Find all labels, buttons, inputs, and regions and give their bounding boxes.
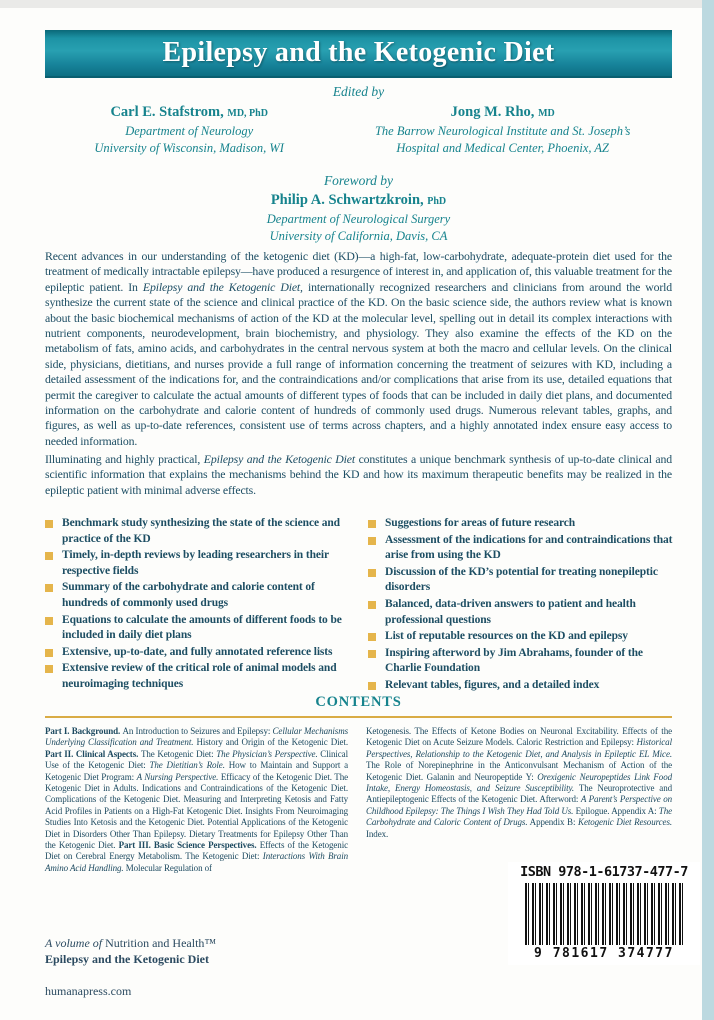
bullet-text: Suggestions for areas of future research: [385, 517, 576, 529]
bullet-text: Assessment of the indications for and contraindications that arise from using the KD: [385, 533, 673, 562]
bullet-text: Equations to calculate the amounts of different foods to be included in daily diet plans: [62, 613, 342, 642]
bullet-square-icon: [45, 552, 53, 560]
bullet-text: Balanced, data-driven answers to patient and health professional questions: [385, 597, 636, 626]
text-run: The Dietitian’s Role.: [149, 760, 225, 771]
foreword-degrees: PhD: [427, 196, 447, 207]
bullet-square-icon: [45, 584, 53, 592]
text-run: History and Origin of the Ketogenic Diet.: [193, 737, 348, 748]
text-run: The Neuroprotective and Antiepileptogenic Effects of the Ketogenic Diet. Afterword:: [366, 783, 672, 805]
foreword-name-text: Philip A. Schwartzkroin,: [270, 192, 424, 208]
contents-divider-rule: [45, 716, 672, 718]
editor-affiliation: Department of Neurology: [125, 124, 254, 138]
editor-degrees: MD, PhD: [227, 108, 268, 119]
bullet-item: [45, 548, 351, 579]
text-run: An Introduction to Seizures and Epilepsy:: [122, 726, 273, 736]
editor-affiliation: University of Wisconsin, Madison, WI: [94, 140, 284, 155]
contents-column-left: [45, 726, 348, 874]
isbn-barcode: [508, 862, 700, 965]
feature-bullets-right: [368, 516, 676, 695]
bullet-square-icon: [45, 617, 53, 625]
bullet-square-icon: [368, 601, 376, 609]
bullet-item: [45, 613, 351, 644]
bullet-text: Benchmark study synthesizing the state of the science and practice of the KD: [62, 517, 340, 545]
bullet-item: [368, 597, 676, 628]
bullet-text: Relevant tables, figures, and a detailed index: [385, 678, 600, 691]
text-run: Cellular Mechanisms Underlying Classification and Treatment.: [45, 726, 349, 748]
bullet-square-icon: [45, 649, 53, 657]
bullet-list-right: [368, 516, 676, 694]
barcode-number: 9 781617 374777: [534, 946, 674, 961]
title-banner: [45, 30, 672, 78]
text-run: Molecular Regulation of: [123, 862, 212, 873]
foreword-by-label: Foreword by: [323, 173, 394, 188]
text-run: Clinical Use of the Ketogenic Diet:: [45, 748, 348, 771]
bullet-item: [368, 646, 676, 677]
bullet-list-left: [45, 516, 351, 693]
text-run: Recent advances in our understanding of the ketogenic diet (KD)—a high-fat, low-carbohydrate, adequate-protein diet used for the treatment of medically intractable epilepsy—have produced a resurgence of interest in, and application of, this valuable treatment for the epileptic patient. In: [45, 249, 672, 294]
editors-row: [45, 103, 672, 156]
bullet-text: Summary of the carbohydrate and calorie content of hundreds of commonly used drugs: [62, 581, 315, 609]
book-title: Epilepsy and the Ketogenic Diet: [162, 37, 555, 68]
bullet-text: Timely, in-depth reviews by leading researchers in their respective fields: [62, 549, 329, 577]
bullet-text: Discussion of the KD’s potential for treating nonepileptic disorders: [385, 565, 658, 594]
footer-book-title: Epilepsy and the Ketogenic Diet: [45, 951, 209, 966]
bullet-item: [368, 629, 676, 645]
bullet-item: [45, 661, 351, 692]
bullet-square-icon: [368, 520, 376, 528]
bullet-square-icon: [368, 650, 376, 658]
barcode-bars-icon: [525, 883, 683, 945]
series-info: [45, 936, 216, 967]
bullet-item: [368, 678, 676, 694]
text-run: Ketogenesis. The Effects of Ketone Bodies on Neuronal Excitability. Effects of the Ketogenic Diet on Acute Seizure Models. Caloric Restriction and Epilepsy:: [366, 726, 672, 748]
text-run: Orexigenic Neuropeptides Link Food Intake, Energy Homeostasis, and Seizure Susceptibility.: [366, 771, 673, 794]
foreword-affiliation: Department of Neurological Surgery: [266, 212, 451, 226]
contents-heading: CONTENTS: [315, 694, 402, 710]
text-run: Appendix B:: [527, 817, 579, 828]
foreword-author: [45, 191, 672, 244]
text-run: How to Maintain and Support a Ketogenic Diet Program:: [45, 760, 348, 782]
text-run: Efficacy of the Ketogenic Diet. The Ketogenic Diet in Adults. Indications and Contraindications of the Ketogenic Diet. Complications of the Ketogenic Diet. Measuring and Interpreting Ketosis and Fatty Acid Profiles in Patients on a High-Fat Ketogenic Diet. Insights From Neuroimaging Studies Into Ketosis and the Ketogenic Diet. Potential Applications of the Ketogenic Diet in Disorders Other Than Epilepsy. Dietary Treatments for Epilepsy Other Than the Ketogenic Diet.: [45, 771, 349, 851]
bullet-text: Inspiring afterword by Jim Abrahams, founder of the Charlie Foundation: [385, 646, 643, 675]
foreword-name: [45, 191, 672, 211]
publisher-website-link[interactable]: humanapress.com: [45, 984, 132, 998]
text-run: A Nursing Perspective.: [136, 771, 219, 782]
text-run: Epilepsy and the Ketogenic Diet: [203, 452, 355, 466]
text-run: Part I. Background.: [45, 726, 123, 736]
editor-name: [333, 103, 672, 123]
editor-affiliation: Hospital and Medical Center, Phoenix, AZ: [396, 140, 609, 155]
text-run: The Ketogenic Diet:: [140, 748, 217, 759]
bullet-square-icon: [368, 569, 376, 577]
text-run: Effects of the Ketogenic Diet on Cerebral Energy Metabolism. The Ketogenic Diet:: [45, 840, 349, 862]
bullet-item: [45, 516, 351, 547]
right-edge-strip: [702, 0, 714, 1020]
text-run: constitutes a unique benchmark synthesis of up-to-date clinical and scientific information that explains the mechanisms behind the KD and how its maximum therapeutic benefits may be realized in the epileptic patient with minimal adverse effects.: [45, 452, 672, 497]
editor-degrees: MD: [538, 108, 555, 119]
bullet-square-icon: [45, 665, 53, 673]
text-run: The Carbohydrate and Caloric Content of Drugs.: [366, 805, 672, 828]
text-run: Part II. Clinical Aspects.: [45, 748, 141, 759]
bullet-item: [45, 645, 351, 661]
bullet-item: [368, 516, 676, 532]
text-run: Historical Perspectives, Relationship to the Ketogenic Diet, and Analysis in Epileptic EL Mice.: [366, 737, 672, 759]
isbn-label: ISBN 978-1-61737-477-7: [520, 864, 688, 880]
series-name: Nutrition and Health™: [102, 936, 217, 950]
editor-name: [45, 103, 333, 123]
text-run: Part III. Basic Science Perspectives.: [118, 840, 260, 851]
edited-by-label: Edited by: [332, 84, 385, 99]
editor-name-text: Carl E. Stafstrom,: [110, 104, 224, 120]
bullet-square-icon: [45, 520, 53, 528]
bullet-square-icon: [368, 682, 376, 690]
series-line: [45, 936, 216, 952]
bullet-text: List of reputable resources on the KD and epilepsy: [385, 630, 628, 643]
editor-affiliation: The Barrow Neurological Institute and St. Joseph’s: [374, 124, 631, 138]
text-run: The Role of Norepinephrine in the Anticonvulsant Mechanism of Action of the Ketogenic Diet. Galanin and Neuropeptide Y:: [366, 760, 672, 782]
description-paragraph-1: [45, 249, 672, 449]
text-run: Epilepsy and the Ketogenic Diet,: [142, 279, 303, 294]
text-run: Index.: [366, 828, 389, 839]
text-run: A Parent’s Perspective on Childhood Epilepsy: The Things I Wish They Had Told Us.: [366, 794, 673, 816]
description-paragraph-2: [45, 452, 672, 498]
bullet-text: Extensive review of the critical role of animal models and neuroimaging techniques: [62, 662, 337, 690]
bullet-item: [368, 533, 676, 564]
text-run: Epilogue. Appendix A:: [573, 805, 659, 816]
foreword-affiliation: University of California, Davis, CA: [269, 228, 448, 243]
bullet-square-icon: [368, 537, 376, 545]
text-run: Ketogenic Diet Resources.: [578, 817, 673, 828]
editor-rho: [333, 103, 672, 156]
text-run: internationally recognized researchers and clinicians from around the world synthesize the current state of the science and clinical practice of the KD. On the basic science side, the authors review what is known about the basic biochemical mechanisms of action of the KD at the molecular level, spelling out in detail its complex interactions with nutrient components, neurodevelopment, brain biochemistry, and physiology. They also examine the effects of the KD on the metabolism of fats, amino acids, and carbohydrates in the central nervous system at both the macro and cellular levels. On the clinical side, physicians, dietitians, and nurses provide a full range of information concerning the treatment of seizures with KD, including a detailed assessment of the indications for, and the contraindications and/or complications that arise from its use, detailed equations that permit the caregiver to calculate the actual amounts of different types of foods that can be included in daily diet plans, and documented information on the carbohydrate and calorie content of hundreds of commonly used drugs. Numerous relevant tables, graphs, and figures, as well as up-to-date references, consistent use of terms across chapters, and a highly annotated index ensure easy access to needed information.: [45, 279, 673, 448]
editor-name-text: Jong M. Rho,: [450, 104, 535, 120]
top-edge-strip: [0, 0, 714, 8]
bullet-square-icon: [368, 633, 376, 641]
bullet-item: [368, 565, 676, 596]
text-run: Interactions With Brain Amino Acid Handling.: [45, 851, 348, 873]
bullet-text: Extensive, up-to-date, and fully annotated reference lists: [62, 645, 333, 658]
text-run: Illuminating and highly practical,: [45, 452, 204, 466]
editor-stafstrom: [45, 103, 333, 156]
text-run: The Physician’s Perspective.: [216, 748, 318, 759]
series-prefix: A volume of: [45, 936, 103, 950]
feature-bullets-left: [45, 516, 351, 694]
bullet-item: [45, 580, 351, 611]
contents-column-right: [366, 726, 672, 840]
